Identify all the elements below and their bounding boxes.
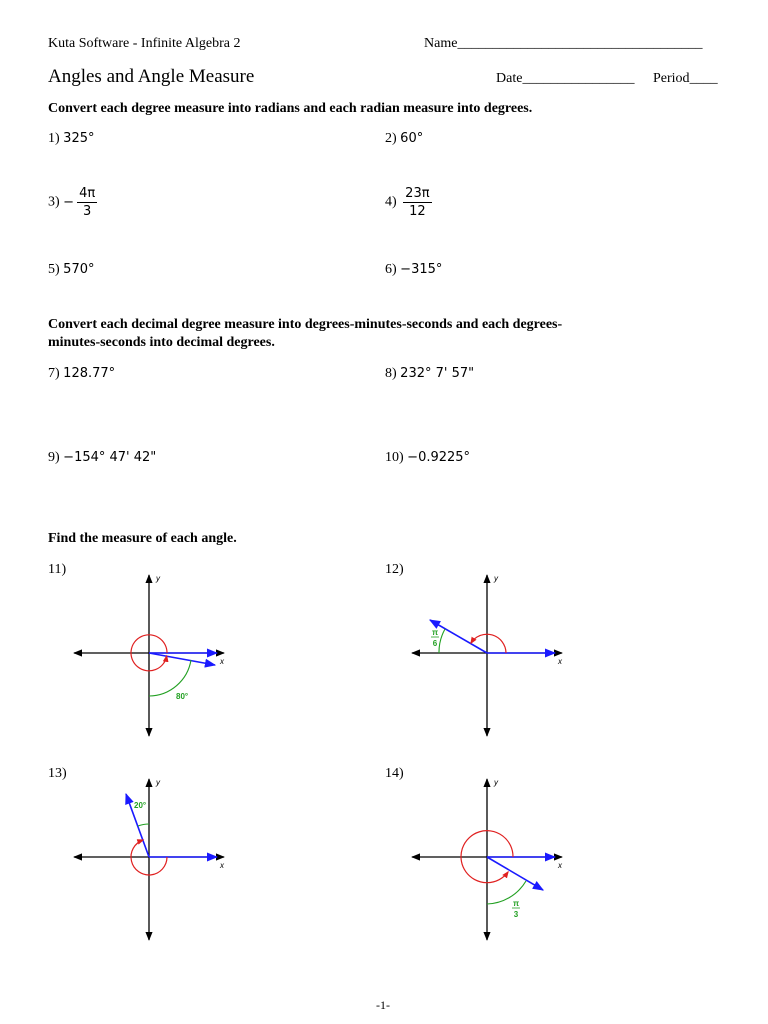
date-field[interactable] [496, 71, 634, 87]
problem-value: −0.9225° [407, 450, 471, 465]
x-axis-label: x [220, 861, 224, 870]
terminal-ray [487, 857, 543, 890]
section-instruction: Convert each degree measure into radians and each radian measure into degrees. [48, 101, 533, 116]
y-axis-label: y [156, 778, 160, 787]
problem-12-diagram [410, 570, 570, 740]
problem-number: 7) [48, 366, 60, 381]
rotation-arc [471, 634, 506, 653]
problem-value: 232° 7' 57" [400, 366, 475, 381]
section-instruction: Find the measure of each angle. [48, 531, 237, 546]
y-axis-label: y [156, 574, 160, 583]
problem-number: 5) [48, 262, 60, 277]
problem-value: 128.77° [63, 366, 116, 381]
fraction [77, 185, 97, 220]
y-axis-label: y [494, 778, 498, 787]
problem-value: 570° [63, 262, 95, 277]
fraction [403, 185, 431, 220]
period-label: Period [653, 71, 690, 86]
problem-8 [385, 366, 474, 382]
problem-6 [385, 262, 442, 278]
problem-number: 10) [385, 450, 404, 465]
problem-value: 325° [63, 131, 95, 146]
problem-11-diagram [72, 570, 232, 740]
reference-angle-denominator: 6 [432, 639, 438, 648]
problem-10 [385, 450, 470, 466]
terminal-ray [149, 653, 215, 665]
name-field[interactable] [424, 36, 702, 52]
reference-angle-numerator: π [431, 628, 439, 637]
problem-9 [48, 450, 156, 466]
negative-sign: − [63, 195, 75, 210]
x-axis-label: x [558, 861, 562, 870]
publisher-line: Kuta Software - Infinite Algebra 2 [48, 36, 241, 51]
name-label: Name [424, 36, 458, 51]
problem-number: 6) [385, 262, 397, 277]
period-blank: ____ [689, 71, 718, 86]
problem-13-number: 13) [48, 766, 67, 781]
problem-number: 9) [48, 450, 60, 465]
problem-12-number: 12) [385, 562, 404, 577]
reference-angle-arc [487, 881, 526, 904]
problem-number: 4) [385, 194, 397, 210]
reference-angle-denominator: 3 [513, 910, 519, 919]
problem-number: 3) [48, 194, 60, 210]
problem-2 [385, 131, 423, 147]
x-axis-label: x [220, 657, 224, 666]
problem-1 [48, 131, 95, 147]
problem-11-number: 11) [48, 562, 67, 577]
reference-angle-arc [149, 660, 191, 696]
page-number: -1- [376, 998, 390, 1012]
reference-angle-label: 80° [176, 692, 189, 701]
x-axis-label: x [558, 657, 562, 666]
date-blank: ________________ [522, 71, 635, 86]
y-axis-label: y [494, 574, 498, 583]
problem-5 [48, 262, 95, 278]
date-label: Date [496, 71, 523, 86]
fraction-numerator: 23π [405, 186, 430, 201]
fraction-numerator: 4π [79, 186, 96, 201]
period-field[interactable] [653, 71, 718, 87]
problem-number: 2) [385, 131, 397, 146]
problem-14-diagram [410, 774, 570, 944]
problem-value: −315° [400, 262, 443, 277]
reference-angle-arc [439, 629, 445, 653]
problem-7 [48, 366, 115, 382]
problem-4 [385, 185, 432, 220]
section-instruction: Convert each decimal degree measure into degrees-minutes-seconds and each degrees-minutes-seconds into decimal degrees. [48, 317, 563, 350]
fraction-denominator: 3 [82, 204, 92, 219]
problem-number: 1) [48, 131, 60, 146]
problem-14-number: 14) [385, 766, 404, 781]
reference-angle-label: 20° [134, 801, 147, 810]
name-blank: ___________________________________ [457, 36, 703, 51]
worksheet-title: Angles and Angle Measure [48, 66, 255, 87]
problem-value: −154° 47' 42" [63, 450, 157, 465]
problem-3 [48, 185, 97, 220]
problem-number: 8) [385, 366, 397, 381]
reference-angle-numerator: π [512, 899, 520, 908]
fraction-denominator: 12 [409, 204, 426, 219]
problem-13-diagram [72, 774, 232, 944]
reference-angle-arc [138, 824, 149, 826]
problem-value: 60° [400, 131, 424, 146]
